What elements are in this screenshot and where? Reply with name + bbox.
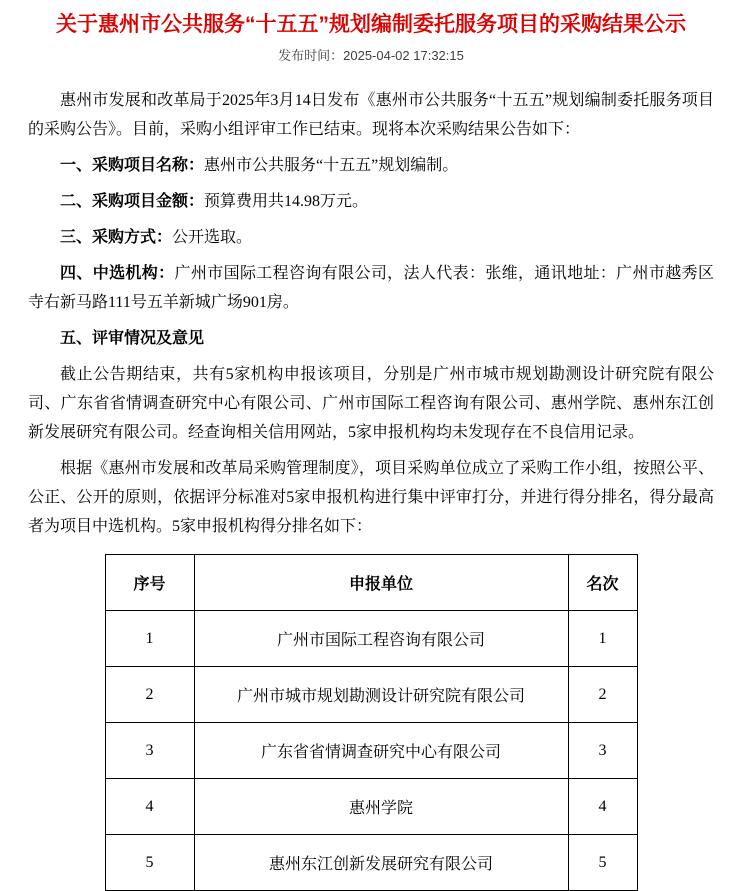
cell-applicant-unit: 广东省省情调查研究中心有限公司: [194, 723, 568, 779]
publish-time-label: 发布时间：: [278, 48, 344, 63]
item-1-text: 惠州市公共服务“十五五”规划编制。: [204, 157, 459, 174]
cell-rank: 3: [568, 723, 637, 779]
item-3-text: 公开选取。: [172, 229, 253, 246]
cell-rank: 1: [568, 611, 637, 667]
table-row: [105, 835, 637, 891]
publish-time: [28, 47, 714, 65]
cell-rank: 5: [568, 835, 637, 891]
cell-applicant-unit: 广州市国际工程咨询有限公司: [194, 611, 568, 667]
ranking-paragraph: 根据《惠州市发展和改革局采购管理制度》，项目采购单位成立了采购工作小组，按照公平、公正、公开的原则，依据评分标准对5家申报机构进行集中评审打分，并进行得分排名，得分最高者为项目中选机构。5家申报机构得分排名如下：: [28, 460, 714, 535]
cell-serial-no: 1: [105, 611, 194, 667]
table-row: [105, 611, 637, 667]
cell-serial-no: 3: [105, 723, 194, 779]
cell-rank: 2: [568, 667, 637, 723]
item-4-text: 广州市国际工程咨询有限公司，法人代表：张维，通讯地址：广州市越秀区寺右新马路111号五羊新城广场901房。: [28, 265, 714, 311]
publish-time-value: 2025-04-02 17:32:15: [343, 48, 464, 63]
cell-applicant-unit: 惠州东江创新发展研究有限公司: [194, 835, 568, 891]
table-row: [105, 779, 637, 835]
item-5-label: 五、评审情况及意见: [60, 330, 205, 347]
page-title: 关于惠州市公共服务“十五五”规划编制委托服务项目的采购结果公示: [56, 13, 686, 36]
item-selected-agency: [28, 259, 714, 317]
item-2-text: 预算费用共14.98万元。: [204, 193, 369, 210]
table-row: [105, 667, 637, 723]
review-paragraph: 截止公告期结束，共有5家机构申报该项目，分别是广州市城市规划勘测设计研究院有限公司、广东省省情调查研究中心有限公司、广州市国际工程咨询有限公司、惠州学院、惠州东江创新发展研究有限公司。经查询相关信用网站，5家申报机构均未发现存在不良信用记录。: [28, 366, 714, 441]
item-project-amount: [28, 187, 714, 216]
intro-paragraph: 惠州市发展和改革局于2025年3月14日发布《惠州市公共服务“十五五”规划编制委托服务项目的采购公告》。目前，采购小组评审工作已结束。现将本次采购结果公告如下：: [28, 92, 714, 138]
ranking-table: [105, 554, 638, 891]
item-3-label: 三、采购方式：: [60, 229, 173, 246]
cell-serial-no: 2: [105, 667, 194, 723]
cell-serial-no: 5: [105, 835, 194, 891]
header-rank: 名次: [568, 555, 637, 611]
document-body: [28, 86, 714, 891]
item-4-label: 四、中选机构：: [60, 265, 175, 282]
cell-serial-no: 4: [105, 779, 194, 835]
header-applicant-unit: 申报单位: [194, 555, 568, 611]
cell-applicant-unit: 广州市城市规划勘测设计研究院有限公司: [194, 667, 568, 723]
item-procurement-method: [28, 223, 714, 252]
cell-rank: 4: [568, 779, 637, 835]
item-project-name: [28, 151, 714, 180]
item-1-label: 一、采购项目名称：: [60, 157, 205, 174]
cell-applicant-unit: 惠州学院: [194, 779, 568, 835]
item-2-label: 二、采购项目金额：: [60, 193, 205, 210]
table-header-row: [105, 555, 637, 611]
header-serial-no: 序号: [105, 555, 194, 611]
item-review-heading: [28, 324, 714, 353]
table-row: [105, 723, 637, 779]
announcement-page: [0, 12, 742, 891]
